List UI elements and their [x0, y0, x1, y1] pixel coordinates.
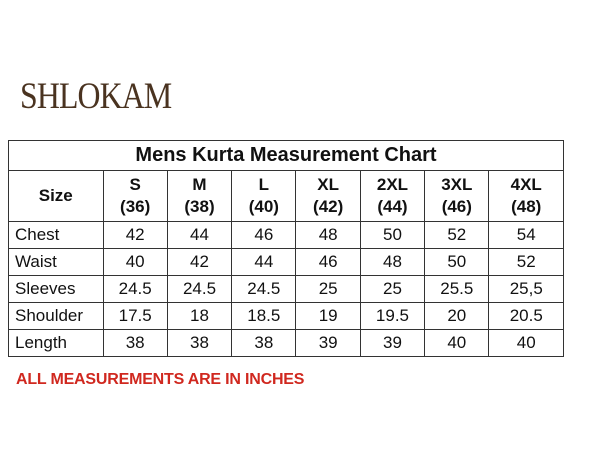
measurement-cell: 20.5: [489, 303, 564, 330]
measurement-cell: 18.5: [232, 303, 296, 330]
size-number: (36): [120, 197, 151, 216]
measurement-cell: 52: [489, 249, 564, 276]
measurement-cell: 25,5: [489, 276, 564, 303]
size-header-label: Size: [9, 171, 104, 222]
size-column-header: [167, 171, 231, 222]
measurement-cell: 42: [167, 249, 231, 276]
row-label: Waist: [9, 249, 104, 276]
measurement-cell: 24.5: [232, 276, 296, 303]
size-code: 4XL: [510, 175, 542, 194]
measurement-cell: 20: [425, 303, 489, 330]
size-column-header: [103, 171, 167, 222]
measurement-cell: 46: [232, 222, 296, 249]
table-row: [9, 222, 564, 249]
measurement-cell: 17.5: [103, 303, 167, 330]
row-label: Chest: [9, 222, 104, 249]
size-header-row: [9, 171, 564, 222]
measurement-cell: 44: [232, 249, 296, 276]
measurement-cell: 48: [296, 222, 360, 249]
size-number: (40): [248, 197, 279, 216]
size-number: (46): [441, 197, 472, 216]
brand-logo: SHLOKAM: [20, 76, 172, 117]
size-code: XL: [317, 175, 340, 194]
table-row: [9, 303, 564, 330]
row-label: Sleeves: [9, 276, 104, 303]
size-column-header: [232, 171, 296, 222]
size-code: L: [258, 175, 270, 194]
table-row: [9, 249, 564, 276]
measurement-cell: 48: [360, 249, 424, 276]
measurement-cell: 54: [489, 222, 564, 249]
row-label: Shoulder: [9, 303, 104, 330]
size-column-header: [489, 171, 564, 222]
size-number: (44): [377, 197, 408, 216]
measurement-cell: 19.5: [360, 303, 424, 330]
table-row: [9, 276, 564, 303]
size-code: 2XL: [376, 175, 409, 194]
size-column-header: [296, 171, 360, 222]
measurement-cell: 40: [489, 330, 564, 357]
measurement-cell: 38: [103, 330, 167, 357]
table-row: [9, 330, 564, 357]
measurement-units-note: ALL MEASUREMENTS ARE IN INCHES: [16, 371, 305, 388]
chart-title: Mens Kurta Measurement Chart: [9, 141, 564, 171]
measurement-cell: 40: [103, 249, 167, 276]
size-column-header: [425, 171, 489, 222]
measurement-cell: 50: [425, 249, 489, 276]
measurement-chart-table: [8, 140, 564, 357]
size-code: M: [192, 175, 207, 194]
measurement-cell: 19: [296, 303, 360, 330]
size-column-header: [360, 171, 424, 222]
measurement-cell: 18: [167, 303, 231, 330]
measurement-cell: 38: [167, 330, 231, 357]
measurement-cell: 24.5: [103, 276, 167, 303]
measurement-cell: 25: [360, 276, 424, 303]
measurement-cell: 38: [232, 330, 296, 357]
measurement-cell: 39: [360, 330, 424, 357]
measurement-rows: [9, 222, 564, 357]
size-number: (38): [184, 197, 215, 216]
measurement-cell: 39: [296, 330, 360, 357]
measurement-cell: 46: [296, 249, 360, 276]
size-code: 3XL: [441, 175, 473, 194]
measurement-cell: 52: [425, 222, 489, 249]
size-code: S: [129, 175, 141, 194]
measurement-cell: 42: [103, 222, 167, 249]
measurement-cell: 50: [360, 222, 424, 249]
size-number: (42): [313, 197, 344, 216]
measurement-cell: 24.5: [167, 276, 231, 303]
measurement-cell: 44: [167, 222, 231, 249]
size-number: (48): [511, 197, 542, 216]
measurement-cell: 25: [296, 276, 360, 303]
row-label: Length: [9, 330, 104, 357]
measurement-cell: 25.5: [425, 276, 489, 303]
measurement-cell: 40: [425, 330, 489, 357]
